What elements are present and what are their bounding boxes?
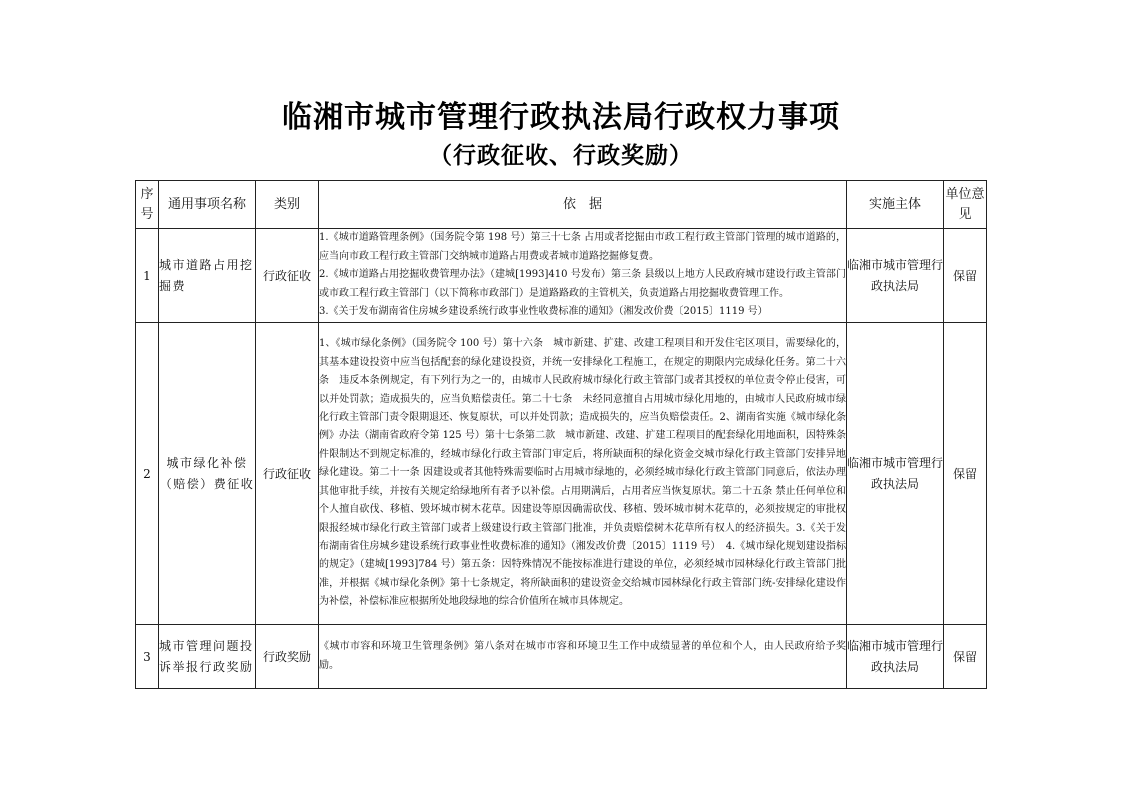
document-title: 临湘市城市管理行政执法局行政权力事项: [282, 100, 840, 135]
table-row: [136, 625, 987, 689]
row-index: 2: [136, 323, 159, 625]
row-item-name: 城市道路占用挖掘费: [159, 229, 256, 323]
row-basis: [319, 625, 847, 689]
row-category: 行政征收: [256, 229, 319, 323]
power-items-table: [135, 180, 987, 689]
row-basis: [319, 323, 847, 625]
basis-clause: 1.《城市道路管理条例》（国务院令第 198 号）第三十七条 占用或者挖掘由市政工程行政主管部门管理的城市道路的，应当向市政工程行政主管部门交纳城市道路占用费或者城市道路挖掘修复费。: [319, 232, 846, 262]
row-category: 行政奖励: [256, 625, 319, 689]
document-subtitle: （行政征收、行政奖励）: [429, 142, 693, 169]
header-authority: 实施主体: [847, 181, 944, 229]
header-basis: 依 据: [319, 181, 847, 229]
row-index: 1: [136, 229, 159, 323]
row-opinion: 保留: [944, 323, 987, 625]
table-row: [136, 229, 987, 323]
basis-clause: 《城市市容和环境卫生管理条例》第八条对在城市市容和环境卫生工作中成绩显著的单位和个人，由人民政府给予奖励。: [319, 641, 846, 671]
table-row: [136, 323, 987, 625]
table-header-row: [136, 181, 987, 229]
row-item-name: 城市管理问题投诉举报行政奖励: [159, 625, 256, 689]
header-index: 序号: [136, 181, 159, 229]
row-basis: [319, 229, 847, 323]
row-authority: 临湘市城市管理行政执法局: [847, 229, 944, 323]
header-name: 通用事项名称: [159, 181, 256, 229]
row-index: 3: [136, 625, 159, 689]
basis-clause: 2.《城市道路占用挖掘收费管理办法》（建城[1993]410 号发布）第三条 县级以上地方人民政府城市建设行政主管部门或市政工程行政主管部门（以下简称市政部门）是道路路政的主管机关，负责道路占用挖掘收费管理工作。: [319, 269, 846, 299]
basis-clause: 3.《关于发布湖南省住房城乡建设系统行政事业性收费标准的通知》（湘发改价费〔2015〕1119 号）: [319, 306, 768, 318]
row-authority: 临湘市城市管理行政执法局: [847, 625, 944, 689]
basis-clause: 1、《城市绿化条例》（国务院令 100 号）第十六条 城市新建、扩建、改建工程项目和开发住宅区项目，需要绿化的，其基本建设投资中应当包括配套的绿化建设投资，并统一安排绿化工程施工，在规定的期限内完成绿化任务。第二十六条 违反本条例规定，有下列行为之一的，由城市人民政府城市绿化行政主管部门或者其授权的单位责令停止侵害，可以并处罚款；造成损失的，应当负赔偿责任。第二十七条 未经同意擅自占用城市绿化用地的，由城市人民政府城市绿化行政主管部门责令限期退还、恢复原状，可以并处罚款；造成损失的，应当负赔偿责任。2、湖南省实施《城市绿化条例》办法（湖南省政府令第 125 号）第十七条第二款 城市新建、改建、扩建工程项目的配套绿化用地面积，因特殊条件限制达不到规定标准的，经城市绿化行政主管部门审定后，将所缺面积的绿化资金交城市绿化行政主管部门安排异地绿化建设。第二十一条 因建设或者其他特殊需要临时占用城市绿地的，必须经城市绿化行政主管部门同意后，依法办理其他审批手续，并按有关规定给绿地所有者予以补偿。占用期满后，占用者应当恢复原状。第二十五条 禁止任何单位和个人擅自砍伐、移植、毁坏城市树木花草。因建设等原因确需砍伐、移植、毁坏城市树木花草的，必须按规定的审批权限报经城市绿化行政主管部门或者上级建设行政主管部门批准，并负责赔偿树木花草所有权人的经济损失。3.《关于发布湖南省住房城乡建设系统行政事业性收费标准的通知》（湘发改价费〔2015〕1119 号） 4.《城市绿化规划建设指标的规定》（建城[1993]784 号）第五条：因特殊情况不能按标准进行建设的单位，必须经城市园林绿化行政主管部门批准，并根据《城市绿化条例》第十七条规定，将所缺面积的建设资金交给城市园林绿化行政主管部门统-安排绿化建设作为补偿，补偿标准应根据所处地段绿地的综合价值所在城市具体规定。: [319, 338, 846, 608]
row-item-name: 城市绿化补偿（赔偿）费征收: [159, 323, 256, 625]
header-category: 类别: [256, 181, 319, 229]
row-opinion: 保留: [944, 229, 987, 323]
row-category: 行政征收: [256, 323, 319, 625]
header-opinion: 单位意见: [944, 181, 987, 229]
row-opinion: 保留: [944, 625, 987, 689]
row-authority: 临湘市城市管理行政执法局: [847, 323, 944, 625]
